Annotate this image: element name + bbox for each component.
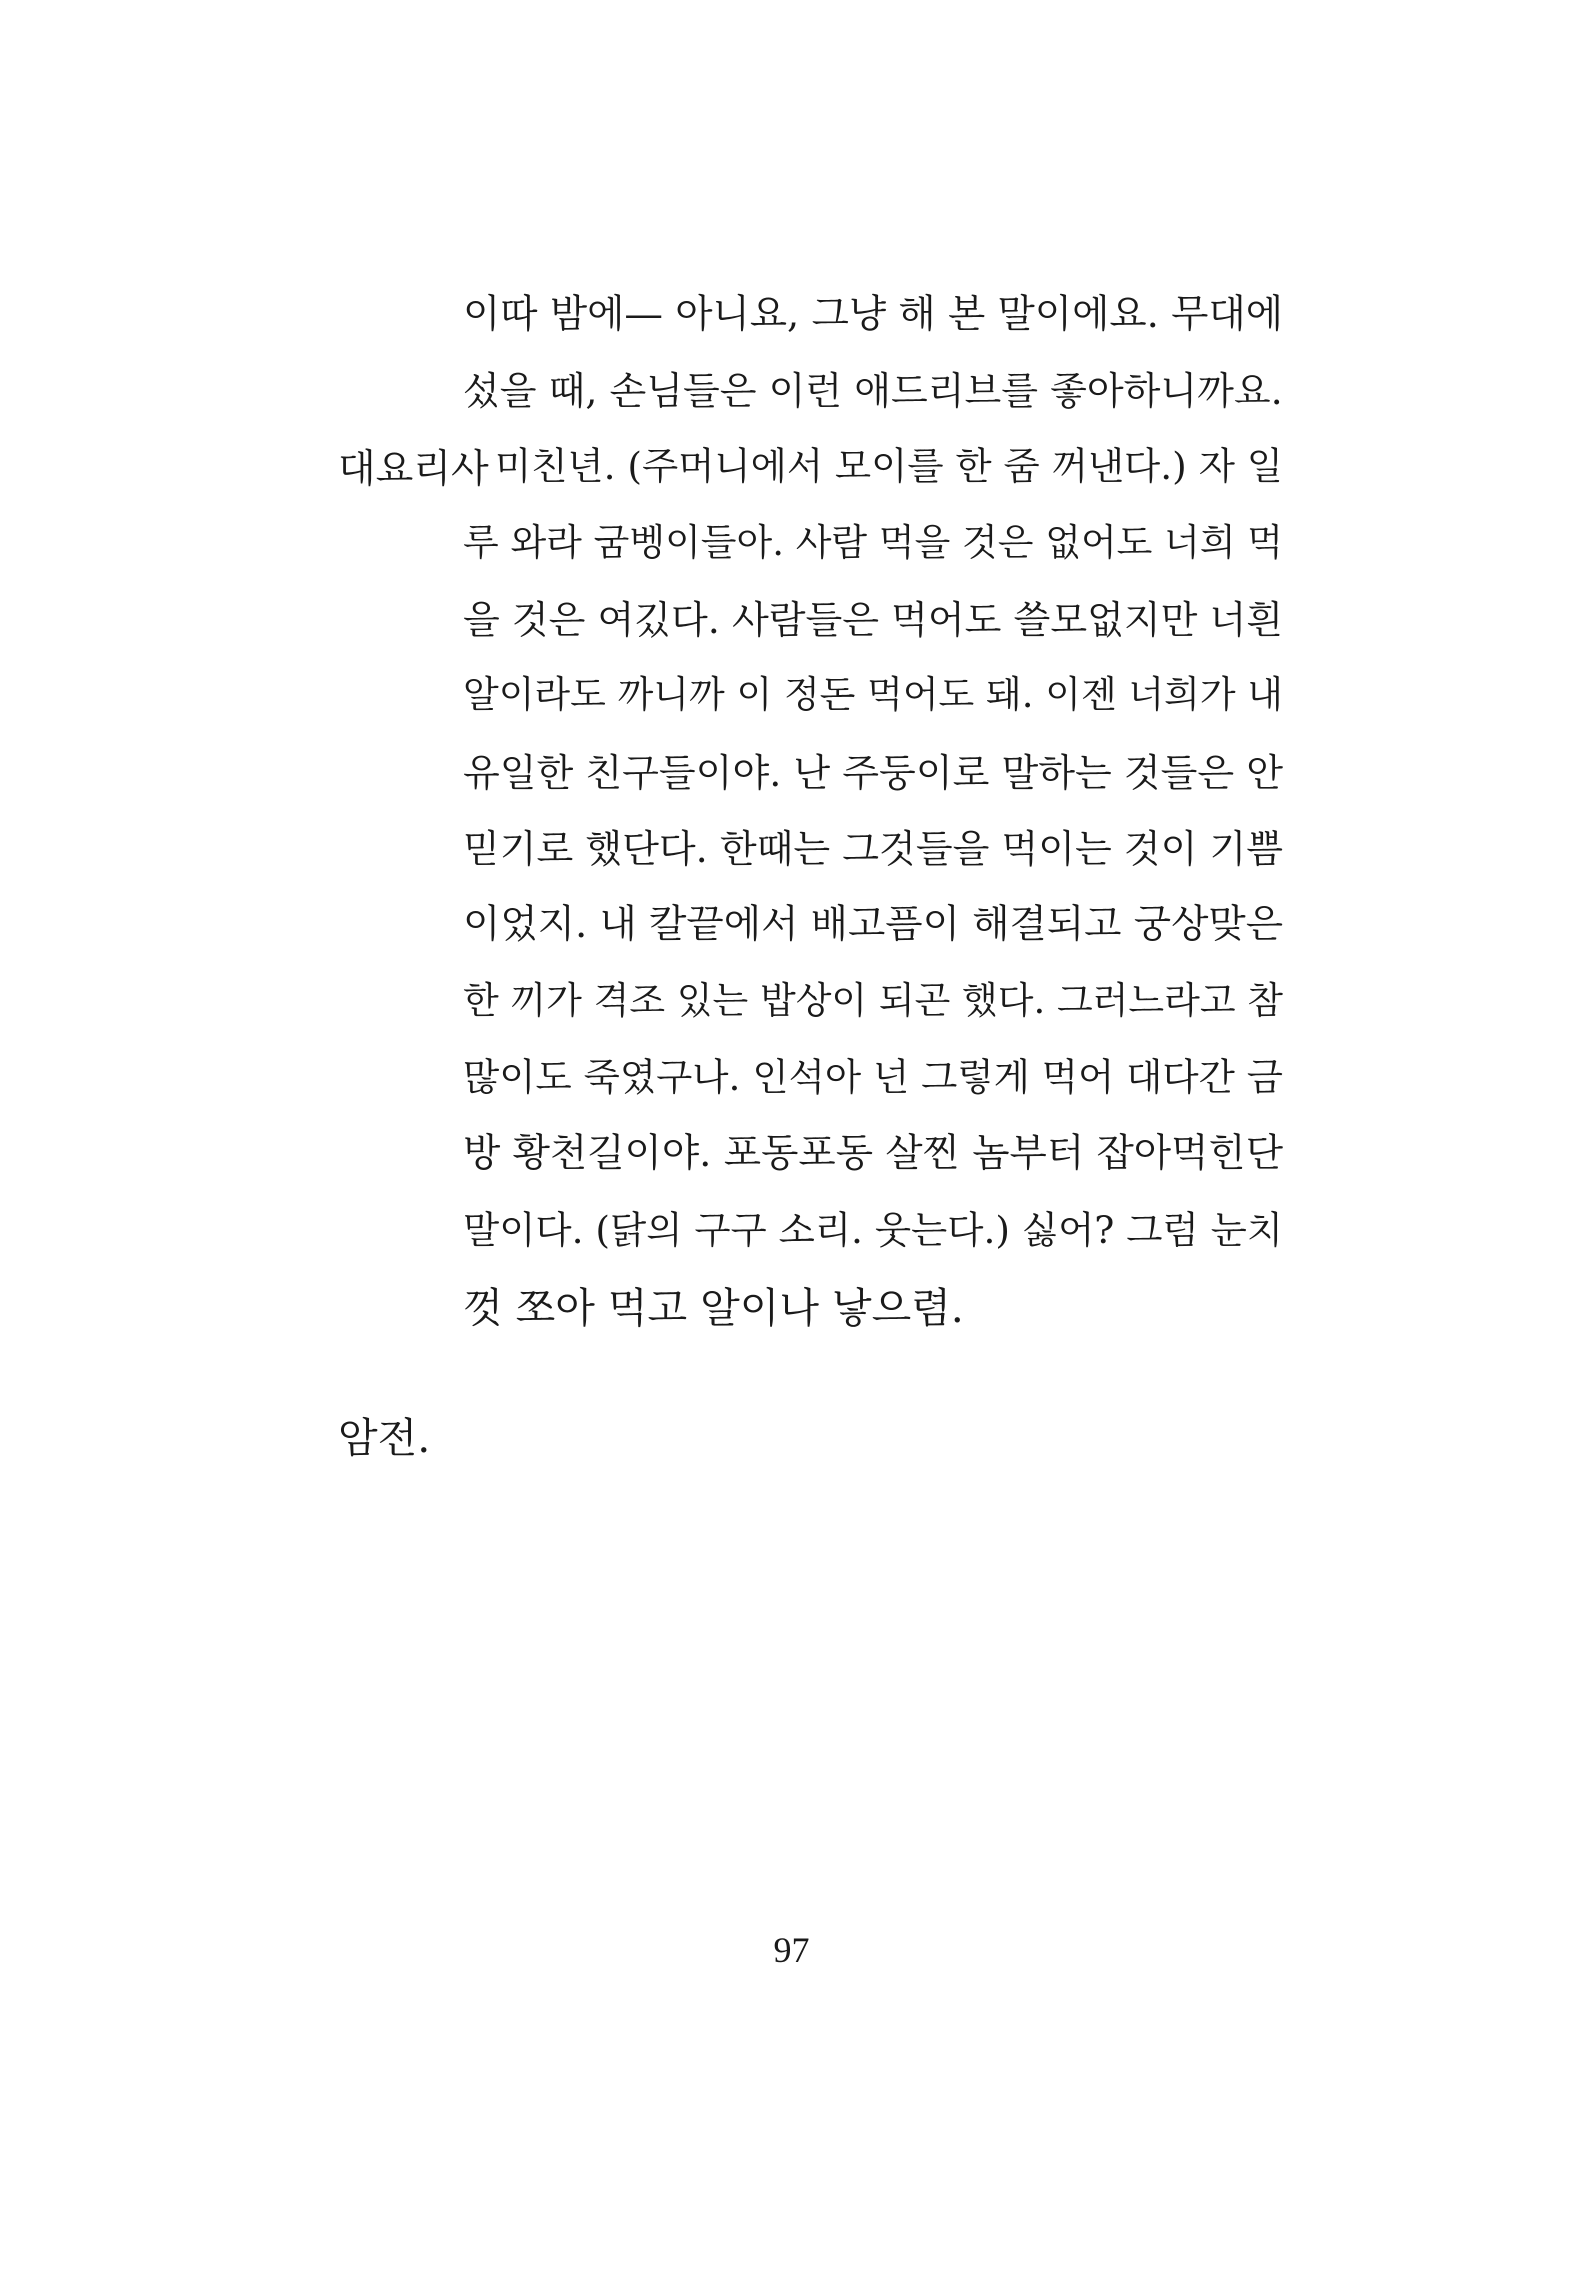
text-line: 한 끼가 격조 있는 밥상이 되곤 했다. 그러느라고 참	[463, 979, 1284, 1022]
text-line: 믿기로 했단다. 한때는 그것들을 먹이는 것이 기쁨	[463, 827, 1283, 871]
text-line: 방 황천길이야. 포동포동 살찐 놈부터 잡아먹힌단	[463, 1131, 1284, 1176]
stage-direction: 암전.	[338, 1414, 431, 1462]
text-line: 유일한 친구들이야. 난 주둥이로 말하는 것들은 안	[463, 751, 1283, 795]
text-line: 많이도 죽였구나. 인석아 넌 그렇게 먹어 대다간 금	[463, 1055, 1283, 1099]
text-line: 루 와라 굼벵이들아. 사람 먹을 것은 없어도 너희 먹	[463, 521, 1284, 564]
page-number: 97	[773, 1930, 810, 1970]
text-line: 말이다. (닭의 구구 소리. 웃는다.) 싫어? 그럼 눈치	[463, 1208, 1283, 1252]
text-line: 이었지. 내 칼끝에서 배고픔이 해결되고 궁상맞은	[463, 902, 1284, 947]
text-line: 껏 쪼아 먹고 알이나 낳으렴.	[463, 1284, 964, 1332]
text-line: 을 것은 여깄다. 사람들은 먹어도 쓸모없지만 너흰	[463, 598, 1283, 642]
text-line: 미친년. (주머니에서 모이를 한 줌 꺼낸다.) 자 일	[495, 444, 1283, 488]
text-line: 섰을 때, 손님들은 이런 애드리브를 좋아하니까요.	[463, 369, 1283, 413]
text-line: 이따 밤에— 아니요, 그냥 해 본 말이에요. 무대에	[463, 292, 1283, 337]
speaker-name: 대요리사	[338, 447, 489, 492]
text-line: 알이라도 까니까 이 정돈 먹어도 돼. 이젠 너희가 내	[463, 673, 1284, 716]
